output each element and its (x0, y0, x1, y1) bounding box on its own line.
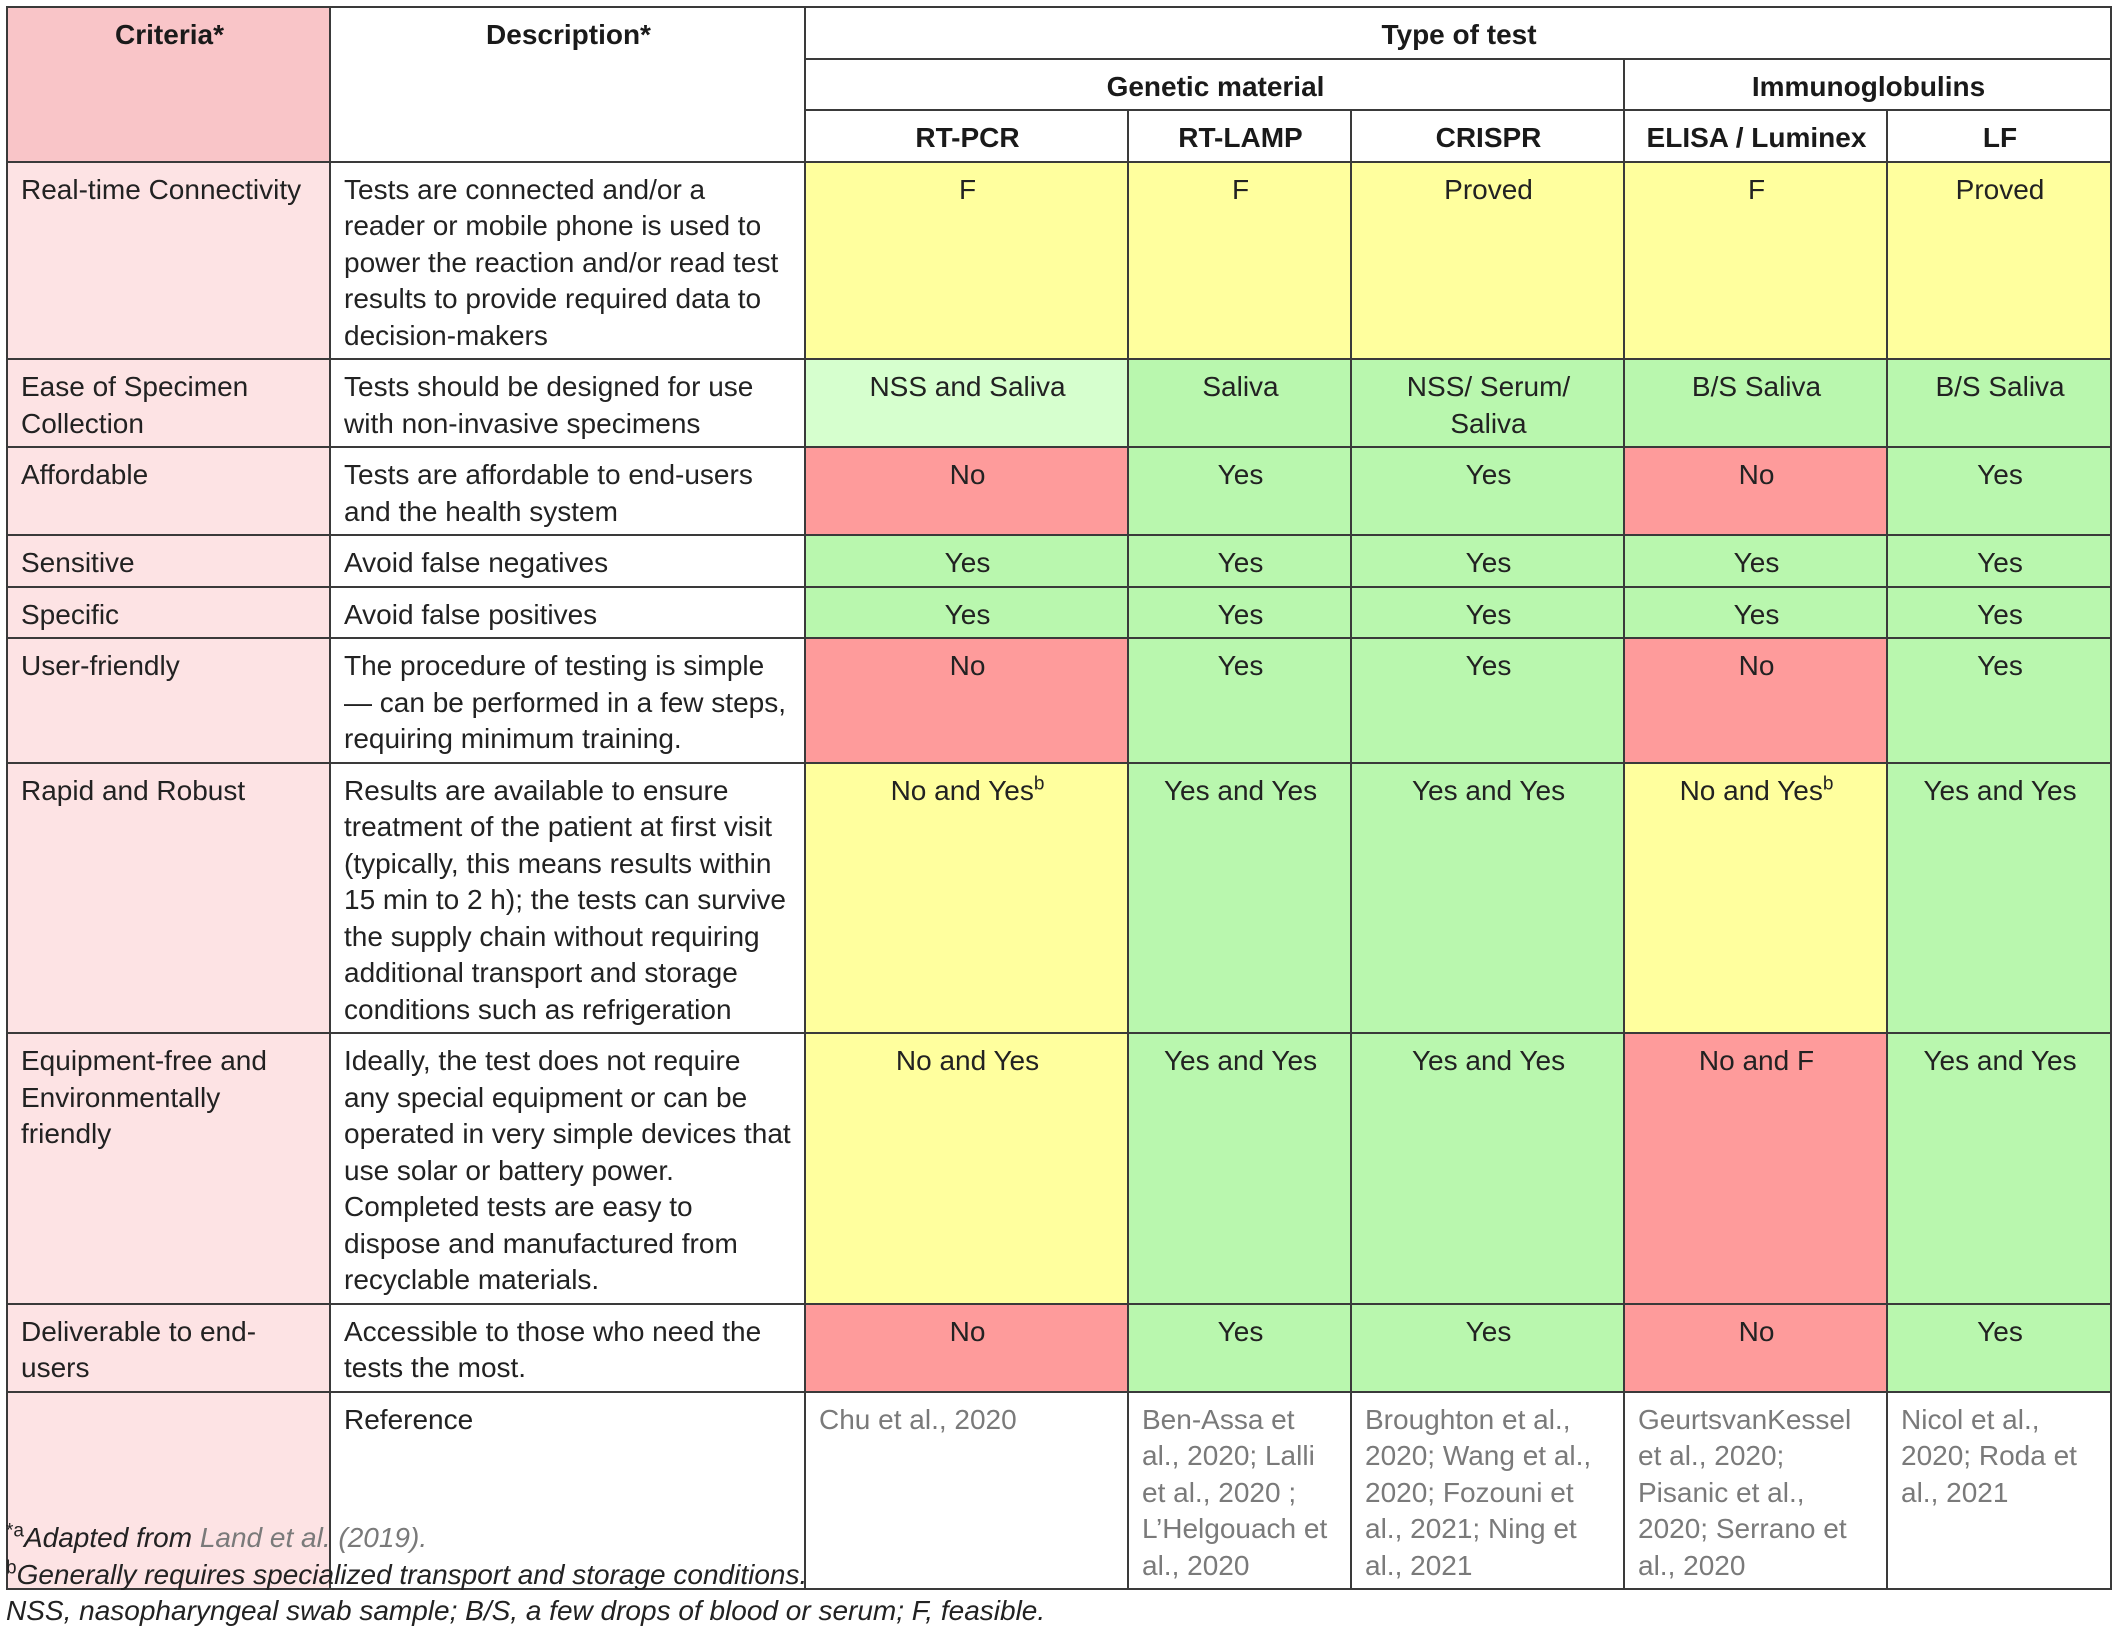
value-cell: Yes (1128, 535, 1351, 587)
value-cell: Yes (1887, 1304, 2111, 1392)
value-text: No and Yes (1679, 774, 1823, 806)
value-cell: Yes and Yes (1351, 1033, 1624, 1304)
value-cell: Yes and Yes (1128, 763, 1351, 1034)
value-cell: Yes and Yes (1128, 1033, 1351, 1304)
test-header-rt-lamp: RT-LAMP (1128, 110, 1351, 162)
value-cell (1624, 763, 1887, 1034)
value-cell: Yes (1351, 535, 1624, 587)
criteria-cell: Sensitive (7, 535, 330, 587)
value-cell: NSS and Saliva (805, 359, 1128, 447)
description-cell: Accessible to those who need the tests the most. (330, 1304, 805, 1392)
value-cell: F (1624, 162, 1887, 360)
footnote-mark: b (1822, 773, 1834, 795)
value-cell: Yes (1128, 447, 1351, 535)
value-cell: Yes (1624, 535, 1887, 587)
value-cell: Yes (1351, 447, 1624, 535)
reference-cell: GeurtsvanKessel et al., 2020; Pisanic et al., 2020; Serrano et al., 2020 (1624, 1392, 1887, 1590)
reference-cell: Broughton et al., 2020; Wang et al., 2020; Fozouni et al., 2021; Ning et al., 2021 (1351, 1392, 1624, 1590)
criteria-cell: Ease of Specimen Collection (7, 359, 330, 447)
table-row (7, 638, 2111, 763)
table-row (7, 1033, 2111, 1304)
criteria-cell: User-friendly (7, 638, 330, 763)
description-cell: Avoid false positives (330, 587, 805, 639)
criteria-cell: Rapid and Robust (7, 763, 330, 1034)
immunoglobulins-header: Immunoglobulins (1624, 59, 2111, 111)
table-row (7, 587, 2111, 639)
value-cell: Proved (1351, 162, 1624, 360)
description-cell: Tests should be designed for use with non-invasive specimens (330, 359, 805, 447)
table-row (7, 535, 2111, 587)
criteria-cell: Affordable (7, 447, 330, 535)
description-cell: Reference (330, 1392, 805, 1590)
value-cell: Saliva (1128, 359, 1351, 447)
value-cell: Yes and Yes (1887, 763, 2111, 1034)
table-row (7, 447, 2111, 535)
value-cell: Yes and Yes (1887, 1033, 2111, 1304)
criteria-header: Criteria* (7, 7, 330, 162)
abbreviations-note: NSS, nasopharyngeal swab sample; B/S, a few drops of blood or serum; F, feasible. (6, 1595, 1046, 1626)
value-cell: Yes (1128, 587, 1351, 639)
land-citation-link[interactable]: Land et al. (2019). (199, 1522, 428, 1553)
criteria-cell: Specific (7, 587, 330, 639)
footnote-a-text: Adapted from (23, 1522, 200, 1553)
value-text: No and Yes (890, 774, 1034, 806)
footnote-b-mark: b (6, 1557, 17, 1579)
value-cell: Yes (1128, 638, 1351, 763)
value-cell: Yes (1624, 587, 1887, 639)
table-row (7, 763, 2111, 1034)
table-row (7, 359, 2111, 447)
criteria-cell: Deliverable to end-users (7, 1304, 330, 1392)
footnote-a-mark: *a (6, 1520, 24, 1542)
value-cell: No and F (1624, 1033, 1887, 1304)
table-footnotes (6, 1520, 1045, 1630)
value-cell: No and Yes (805, 1033, 1128, 1304)
value-cell: Proved (1887, 162, 2111, 360)
value-cell: NSS/ Serum/ Saliva (1351, 359, 1624, 447)
test-header-elisa-luminex: ELISA / Luminex (1624, 110, 1887, 162)
description-cell: The procedure of testing is simple — can be performed in a few steps, requiring minimum training. (330, 638, 805, 763)
reference-cell: Ben-Assa et al., 2020; Lalli et al., 2020 ; L’Helgouach et al., 2020 (1128, 1392, 1351, 1590)
value-cell (805, 763, 1128, 1034)
value-cell: Yes and Yes (1351, 763, 1624, 1034)
value-cell: Yes (1887, 447, 2111, 535)
value-cell: Yes (1887, 587, 2111, 639)
value-cell: Yes (1351, 587, 1624, 639)
value-cell: No (1624, 638, 1887, 763)
value-cell: No (805, 1304, 1128, 1392)
value-cell: No (805, 638, 1128, 763)
value-cell: No (1624, 1304, 1887, 1392)
description-header: Description* (330, 7, 805, 162)
footnote-mark: b (1033, 773, 1045, 795)
value-cell: Yes (1351, 1304, 1624, 1392)
value-cell: Yes (1351, 638, 1624, 763)
value-cell: F (1128, 162, 1351, 360)
genetic-material-header: Genetic material (805, 59, 1624, 111)
table-row (7, 1304, 2111, 1392)
value-cell: No (1624, 447, 1887, 535)
type-of-test-header: Type of test (805, 7, 2111, 59)
footnote-b (6, 1557, 1045, 1594)
table-row (7, 162, 2111, 360)
footnote-a (6, 1520, 1045, 1557)
description-cell: Tests are connected and/or a reader or mobile phone is used to power the reaction and/or read test results to provide required data to decision-makers (330, 162, 805, 360)
description-cell: Ideally, the test does not require any special equipment or can be operated in very simple devices that use solar or battery power. Completed tests are easy to dispose and manufactured from recyclable materials. (330, 1033, 805, 1304)
value-cell: B/S Saliva (1887, 359, 2111, 447)
criteria-cell: Equipment-free and Environmentally friendly (7, 1033, 330, 1304)
description-cell: Tests are affordable to end-users and the health system (330, 447, 805, 535)
value-cell: B/S Saliva (1624, 359, 1887, 447)
footnote-b-text: Generally requires specialized transport and storage conditions. (16, 1558, 808, 1590)
value-cell: Yes (1887, 638, 2111, 763)
value-cell: Yes (805, 535, 1128, 587)
test-header-rt-pcr: RT-PCR (805, 110, 1128, 162)
description-cell: Results are available to ensure treatment of the patient at first visit (typically, this means results within 15 min to 2 h); the tests can survive the supply chain without requiring additional transport and storage conditions such as refrigeration (330, 763, 805, 1034)
reference-cell: Chu et al., 2020 (805, 1392, 1128, 1590)
value-cell: Yes (1128, 1304, 1351, 1392)
value-cell: Yes (1887, 535, 2111, 587)
comparison-table (6, 6, 2112, 1590)
test-header-crispr: CRISPR (1351, 110, 1624, 162)
test-header-lf: LF (1887, 110, 2111, 162)
value-cell: F (805, 162, 1128, 360)
description-cell: Avoid false negatives (330, 535, 805, 587)
value-cell: Yes (805, 587, 1128, 639)
value-cell: No (805, 447, 1128, 535)
criteria-cell: Real-time Connectivity (7, 162, 330, 360)
reference-cell: Nicol et al., 2020; Roda et al., 2021 (1887, 1392, 2111, 1590)
